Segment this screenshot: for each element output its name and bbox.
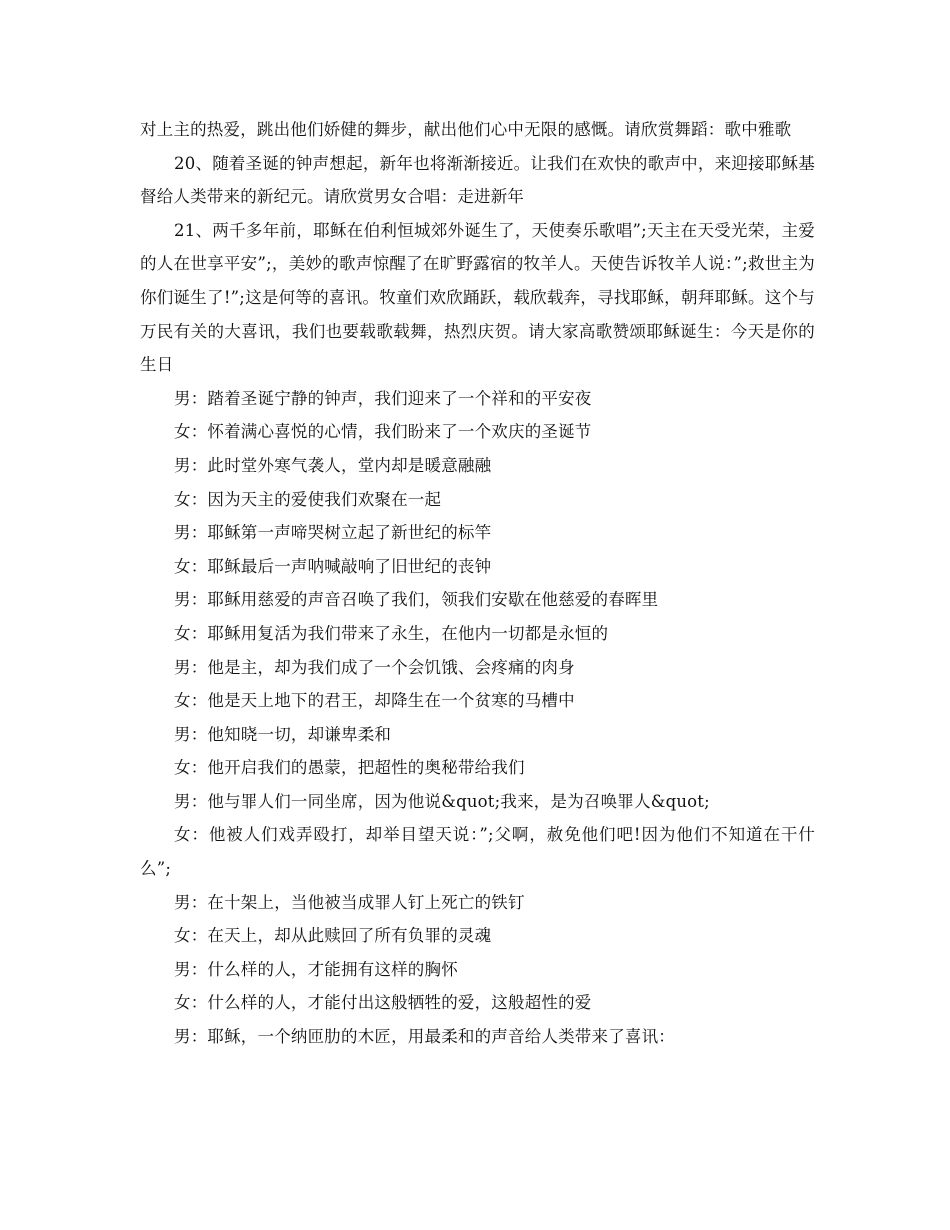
dialogue-line: 男：耶稣第一声啼哭树立起了新世纪的标竿	[174, 523, 492, 543]
dialogue-line: 男：踏着圣诞宁静的钟声，我们迎来了一个祥和的平安夜	[174, 388, 592, 408]
dialogue-line: 男：耶稣用慈爱的声音召唤了我们，领我们安歇在他慈爱的春晖里	[174, 590, 659, 610]
dialogue-line: 女：什么样的人，才能付出这般牺牲的爱，这般超性的爱	[174, 993, 592, 1013]
dialogue-line: 女：在天上，却从此赎回了所有负罪的灵魂	[174, 926, 492, 946]
paragraph-continuation: 对上主的热爱，跳出他们娇健的舞步，献出他们心中无限的感慨。请欣赏舞蹈：歌中雅歌	[140, 120, 792, 139]
dialogue-line: 男：他知晓一切，却谦卑柔和	[174, 724, 392, 744]
dialogue-line: 男：此时堂外寒气袭人，堂内却是暖意融融	[174, 455, 492, 475]
dialogue-line: 女：他开启我们的愚蒙，把超性的奥秘带给我们	[174, 758, 525, 778]
document-body	[140, 113, 815, 1054]
paragraph-item-21: 21、两千多年前，耶稣在伯利恒城郊外诞生了，天使奏乐歌唱”;天主在天受光荣，主爱的人在世享平安”;，美妙的歌声惊醒了在旷野露宿的牧羊人。天使告诉牧羊人说：”;救世主为你们诞生了!”;这是何等的喜讯。牧童们欢欣踊跃，载欣载奔，寻找耶稣，朝拜耶稣。这个与万民有关的大喜讯，我们也要载歌载舞，热烈庆贺。请大家高歌赞颂耶稣诞生：今天是你的生日	[140, 220, 815, 375]
dialogue-line: 男：什么样的人，才能拥有这样的胸怀	[174, 959, 458, 979]
dialogue-line: 男：在十架上，当他被当成罪人钉上死亡的铁钉	[174, 892, 525, 912]
dialogue-line: 男：他是主，却为我们成了一个会饥饿、会疼痛的肉身	[174, 657, 575, 677]
dialogue-line: 女：耶稣用复活为我们带来了永生，在他内一切都是永恒的	[174, 623, 609, 643]
dialogue-line: 男：他与罪人们一同坐席，因为他说&quot;我来，是为召唤罪人&quot;	[174, 791, 710, 811]
dialogue-line: 女：因为天主的爱使我们欢聚在一起	[174, 489, 442, 509]
paragraph-item-20: 20、随着圣诞的钟声想起，新年也将渐渐接近。让我们在欢快的歌声中，来迎接耶稣基督给人类带来的新纪元。请欣赏男女合唱：走进新年	[140, 153, 815, 207]
dialogue-line: 女：怀着满心喜悦的心情，我们盼来了一个欢庆的圣诞节	[174, 422, 592, 442]
dialogue-line: 女：他是天上地下的君王，却降生在一个贫寒的马槽中	[174, 691, 575, 711]
dialogue-line: 女：耶稣最后一声呐喊敲响了旧世纪的丧钟	[174, 556, 492, 576]
dialogue-line: 男：耶稣，一个纳匝肋的木匠，用最柔和的声音给人类带来了喜讯：	[174, 1027, 675, 1047]
dialogue-line: 女：他被人们戏弄殴打，却举目望天说：”;父啊，赦免他们吧!因为他们不知道在干什么”;	[140, 825, 815, 879]
